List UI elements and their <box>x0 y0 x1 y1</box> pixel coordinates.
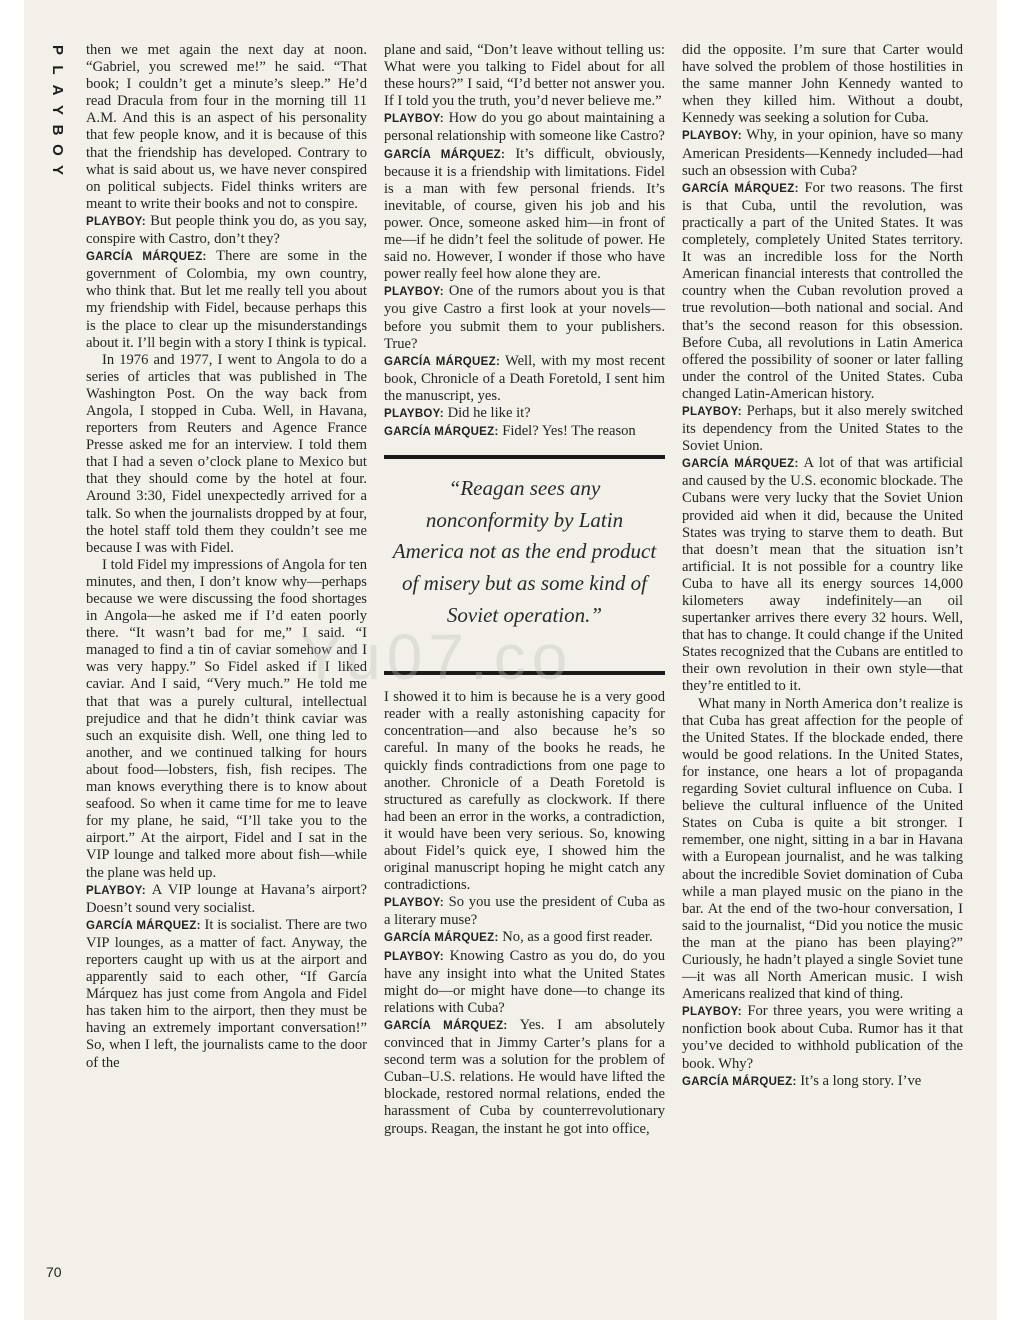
magazine-name-letter: Y <box>49 104 66 115</box>
question: PLAYBOY: How do you go about maintaining a personal relationship with someone like Castro? <box>384 110 665 145</box>
speaker-label: PLAYBOY: <box>384 286 444 299</box>
answer: GARCÍA MÁRQUEZ: No, as a good first reader. <box>384 929 653 946</box>
speaker-label: PLAYBOY: <box>86 884 146 897</box>
paragraph: then we met again the next day at noon. “Gabriel, you screwed me!” he said. “That book; I couldn’t get a minute’s sleep.” He’d read Dracula from four in the morning till 11 A.M. And this is an aspect of his personality that few people know, and it is because of this that the friendship has developed. Contrary to what is said about us, we have never conspired on political subjects. Fidel thinks writers are meant to write their books and not to conspire. <box>86 42 367 212</box>
question: PLAYBOY: Knowing Castro as you do, do you have any insight into what the United States might do—or might have done—to change its relations with Cuba? <box>384 947 665 1016</box>
pull-quote: “Reagan sees any nonconformity by Latin America not as the end product of misery but as some kind of Soviet operation.” <box>384 455 665 675</box>
speaker-label: PLAYBOY: <box>384 407 444 420</box>
answer: GARCÍA MÁRQUEZ: Fidel? Yes! The reason <box>384 423 636 440</box>
speaker-label: PLAYBOY: <box>384 897 444 910</box>
watermark: Yu07.co <box>300 621 574 693</box>
magazine-name-letter: L <box>49 65 66 75</box>
speaker-label: GARCÍA MÁRQUEZ: <box>384 426 499 439</box>
question: PLAYBOY: Why, in your opinion, have so many American Presidents—Kennedy included—had such an obsession with Cuba? <box>682 127 963 179</box>
question: PLAYBOY: So you use the president of Cuba as a literary muse? <box>384 894 665 929</box>
text-column-3 <box>682 42 963 1091</box>
speaker-label: PLAYBOY: <box>86 215 146 228</box>
magazine-name-letter: P <box>49 44 66 55</box>
magazine-name-vertical <box>46 40 68 180</box>
speaker-label: PLAYBOY: <box>682 405 742 418</box>
question: PLAYBOY: Did he like it? <box>384 404 531 421</box>
speaker-label: GARCÍA MÁRQUEZ: <box>86 251 207 264</box>
speaker-label: GARCÍA MÁRQUEZ: <box>86 919 201 932</box>
paragraph: I showed it to him is because he is a very good reader with a really astonishing capacity for concentration—and also because he’s so careful. In many of the books he reads, he quickly finds contradictions from one page to another. Chronicle of a Death Foretold is structured as carefully as clockwork. If there had been an error in the works, a contradiction, it would have been very serious. So, knowing about Fidel’s quick eye, I showed him the original manuscript hoping he might catch any contradictions. <box>384 689 665 894</box>
answer: GARCÍA MÁRQUEZ: There are some in the government of Colombia, my own country, who think that. But let me really tell you about my friendship with Fidel, because perhaps this is the place to clear up the misunderstandings about it. I’ll begin with a story I think is typical. <box>86 248 368 351</box>
text-column-2 <box>384 42 665 1138</box>
paragraph: In 1976 and 1977, I went to Angola to do a series of articles that was published in The Washington Post. On the way back from Angola, I stopped in Cuba. Well, in Havana, reporters from Reuters and Agence France Presse asked me for an interview. I told them that I had a seven o’clock plane to Mexico but that they should come by the hotel at four. Around 3:30, Fidel unexpectedly arrived for a talk. So when the journalists dropped by at four, the hotel staff told them they couldn’t see me because I was with Fidel. <box>86 351 367 556</box>
question: PLAYBOY: A VIP lounge at Havana’s airport? Doesn’t sound very socialist. <box>86 881 367 916</box>
answer: GARCÍA MÁRQUEZ: For two reasons. The first is that Cuba, until the revolution, was practically a part of the United States. It was completely, completely United States territory. It was an incredible loss for the North American financial interests that controlled the country when the Cuban revolution proved a true revolution—both national and social. And that’s the second reason for this obsession. Before Cuba, all revolutions in Latin America offered the possibility of sooner or later falling under the control of the United States. Cuba changed Latin-American history. <box>682 179 963 402</box>
speaker-label: PLAYBOY: <box>682 1006 742 1019</box>
paragraph: I told Fidel my impressions of Angola for ten minutes, and then, I don’t know why—perhaps because we were discussing the food shortages in Angola—he asked me if I’d eaten poorly there. “It wasn’t bad for me,” I said. “I managed to find a tin of caviar somehow and I was very happy.” So Fidel asked if I liked caviar. And I said, “Very much.” He told me that that was a purely cultural, intellectual prejudice and that he didn’t think caviar was such an exquisite dish. Well, one thing led to another, and we continued talking for hours about food—lobsters, fish, fish recipes. The man knows everything there is to know about seafood. So when it came time for me to leave for my plane, he said, “I’ll take you to the airport.” At the airport, Fidel and I sat in the VIP lounge and talked more about fish—while the plane was held up. <box>86 556 367 881</box>
answer: GARCÍA MÁRQUEZ: A lot of that was artificial and caused by the U.S. economic blockade. The Cubans were very lucky that the Soviet Union provided aid when it did, because the United States was trying to starve them to death. But that doesn’t mean that the situation isn’t artificial. It is not possible for a country like Cuba to have all its energy sources 14,000 kilometers away indefinitely—an oil supertanker arrives there every 32 hours. Well, that has to change. It could change if the United States recognized that the Cubans are entitled to their own revolution in their own style—that they’re entitled to it. <box>682 455 964 695</box>
magazine-name-letter: O <box>49 144 66 156</box>
speaker-label: GARCÍA MÁRQUEZ: <box>682 182 799 195</box>
paragraph: What many in North America don’t realize is that Cuba has great affection for the people of the United States. If the blockade ended, there would be good relations. In the United States, for instance, one hears a lot of propaganda regarding Soviet cultural influence on Cuba. I believe the cultural influence of the United States on Cuba is quite a bit stronger. I remember, one night, sitting in a bar in Havana with a European journalist, and he was talking about the incredible Soviet domination of Cuba while a man played music on the piano in the bar. At the end of the two-hour conversation, I said to the journalist, “Did you notice the music the man at the piano has been playing?” Curiously, he hadn’t played a single Soviet tune—it was all North American music. I wish Americans realized that kind of thing. <box>682 695 963 1003</box>
paragraph: did the opposite. I’m sure that Carter would have solved the problem of those hostilities in the same manner John Kennedy wanted to when they killed him. Without a doubt, Kennedy was seeking a solution for Cuba. <box>682 42 963 127</box>
speaker-label: GARCÍA MÁRQUEZ: <box>384 932 499 945</box>
question: PLAYBOY: One of the rumors about you is that you give Castro a first look at your novels—before you submit them to your publishers. True? <box>384 283 665 352</box>
answer: GARCÍA MÁRQUEZ: It’s difficult, obviously, because it is a friendship with limitations. Fidel is a man with few personal friends. It’s inevitable, of course, given his job and his power. Once, someone asked him—in front of me—if he didn’t feel the solitude of power. He said no. However, I wonder if those who have power really feel how alone they are. <box>384 145 666 283</box>
question: PLAYBOY: Perhaps, but it also merely switched its dependency from the United States to the Soviet Union. <box>682 402 963 455</box>
answer: GARCÍA MÁRQUEZ: It is socialist. There are two VIP lounges, as a matter of fact. Anyway, the reporters caught up with us at the airport and apparently said to each other, “If García Márquez has just come from Angola and Fidel has taken him to the airport, then they must be having an extremely important conversation!” So, when I left, the journalists came to the door of the <box>86 916 368 1071</box>
question: PLAYBOY: But people think you do, as you say, conspire with Castro, don’t they? <box>86 212 367 248</box>
paragraph: plane and said, “Don’t leave without telling us: What were you talking to Fidel about for all these hours?” I said, “I’d better not answer you. If I told you the truth, you’d never believe me.” <box>384 42 665 110</box>
speaker-label: PLAYBOY: <box>384 113 444 126</box>
speaker-label: GARCÍA MÁRQUEZ: <box>384 148 506 161</box>
answer: GARCÍA MÁRQUEZ: It’s a long story. I’ve <box>682 1072 922 1089</box>
answer: GARCÍA MÁRQUEZ: Yes. I am absolutely convinced that in Jimmy Carter’s plans for a second term was a solution for the problem of Cuban–U.S. relations. He would have lifted the blockade, restored normal relations, ended the harassment of Cuba by counterrevolutionary groups. Reagan, the instant he got into office, <box>384 1016 666 1137</box>
speaker-label: GARCÍA MÁRQUEZ: <box>384 355 501 368</box>
speaker-label: PLAYBOY: <box>682 130 742 143</box>
page-number: 70 <box>46 1264 62 1280</box>
speaker-label: GARCÍA MÁRQUEZ: <box>682 1075 797 1088</box>
text-column-1 <box>86 42 367 1072</box>
magazine-name-letter: B <box>49 124 66 136</box>
speaker-label: PLAYBOY: <box>384 950 444 963</box>
speaker-label: GARCÍA MÁRQUEZ: <box>384 1019 508 1032</box>
speaker-label: GARCÍA MÁRQUEZ: <box>682 458 799 471</box>
magazine-name-letter: A <box>49 84 66 96</box>
question: PLAYBOY: For three years, you were writing a nonfiction book about Cuba. Rumor has it that you’ve decided to withhold publication of the book. Why? <box>682 1003 963 1072</box>
answer: GARCÍA MÁRQUEZ: Well, with my most recent book, Chronicle of a Death Foretold, I sent him the manuscript, yes. <box>384 352 665 404</box>
magazine-name-letter: Y <box>49 164 66 175</box>
